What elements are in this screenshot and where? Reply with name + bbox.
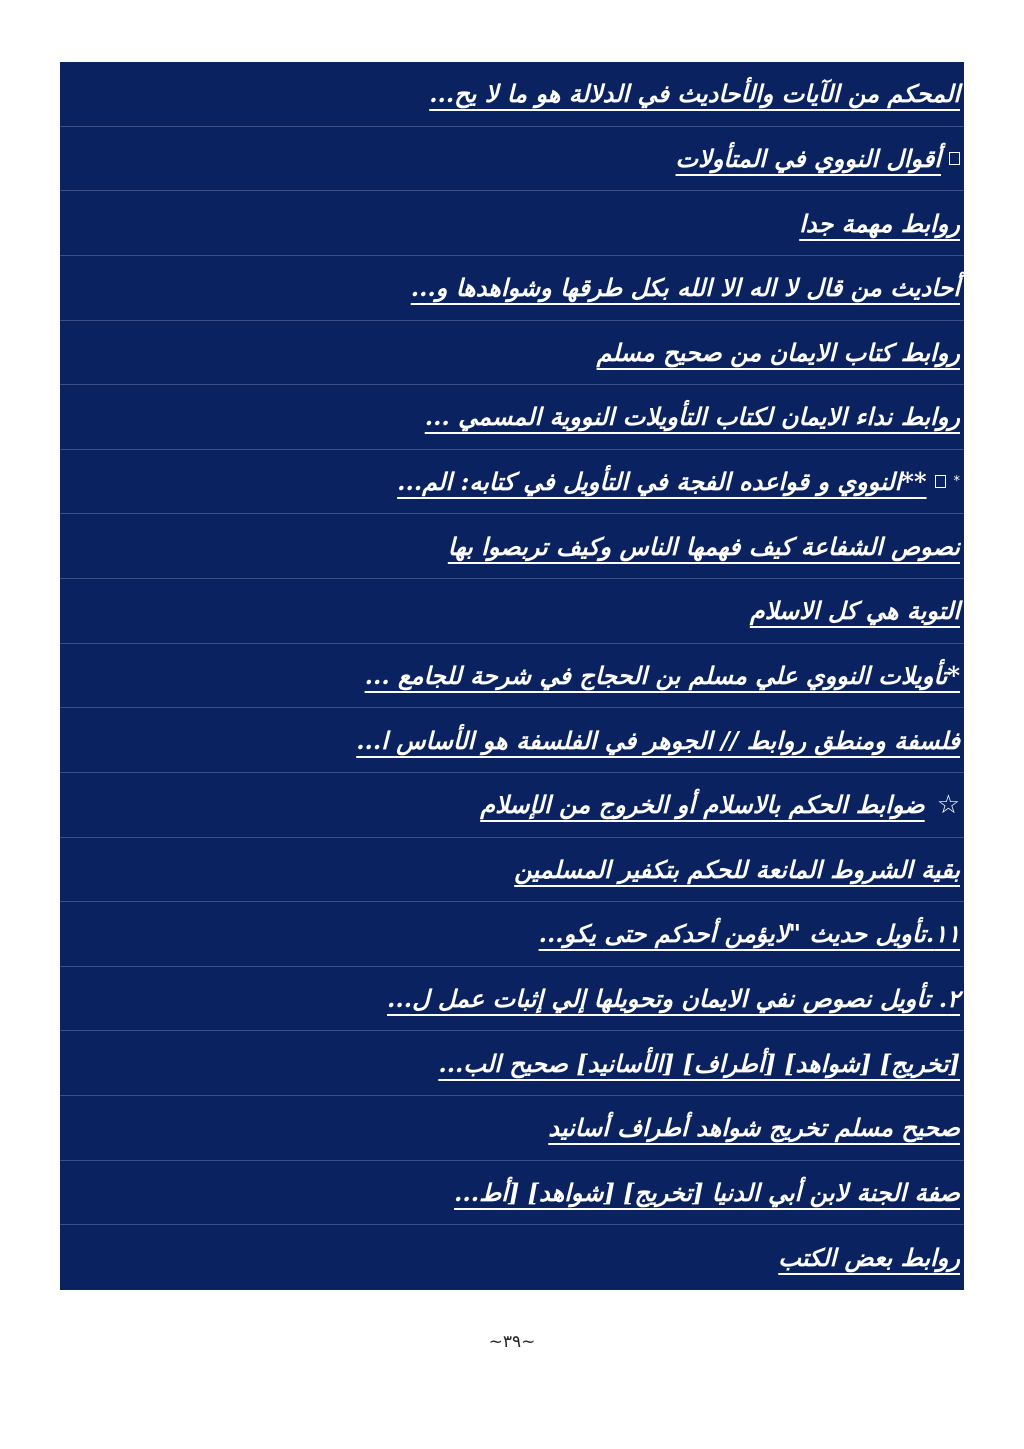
links-panel [60, 62, 964, 1290]
link-item[interactable]: روابط كتاب الايمان من صحيح مسلم [596, 337, 960, 367]
list-item [60, 385, 964, 450]
link-item[interactable]: فلسفة ومنطق روابط // الجوهر في الفلسفة هو الأساس ا... [356, 725, 960, 755]
list-item [60, 1225, 964, 1290]
list-item [60, 1096, 964, 1161]
link-item[interactable]: روابط بعض الكتب [778, 1243, 960, 1273]
page-number: ~٣٩~ [488, 1332, 536, 1352]
link-item[interactable]: ١١.تأويل حديث "لايؤمن أحدكم حتى يكو... [538, 919, 960, 949]
list-item [60, 644, 964, 709]
link-item[interactable]: بقية الشروط المانعة للحكم بتكفير المسلمين [514, 854, 960, 884]
list-item [60, 62, 964, 127]
asterisk-marker: * [953, 474, 960, 490]
link-item[interactable]: التوبة هي كل الاسلام [749, 596, 960, 626]
link-item[interactable]: *تأويلات النووي علي مسلم بن الحجاج في شرحة للجامع ... [364, 660, 960, 690]
list-item [60, 579, 964, 644]
link-item[interactable]: روابط مهمة جدا [799, 208, 960, 238]
square-bullet-icon [949, 152, 960, 165]
list-item [60, 708, 964, 773]
list-item [60, 514, 964, 579]
list-item [60, 902, 964, 967]
link-item[interactable]: [تخريج] [شواهد] [أطراف] [الأسانيد] صحيح الب... [438, 1048, 960, 1078]
list-item [60, 1161, 964, 1226]
list-item [60, 321, 964, 386]
link-item[interactable]: **النووي و قواعده الفجة في التأويل في كتابه: الم... [397, 467, 927, 497]
list-item [60, 1031, 964, 1096]
list-item [60, 450, 964, 515]
list-item [60, 773, 964, 838]
link-item[interactable]: ٢. تأويل نصوص نفي الايمان وتحويلها إلي إثبات عمل ل... [387, 984, 960, 1014]
list-item [60, 838, 964, 903]
link-item[interactable]: ضوابط الحكم بالاسلام أو الخروج من الإسلام [480, 790, 925, 820]
link-item[interactable]: أحاديث من قال لا اله الا الله بكل طرقها وشواهدها و... [410, 273, 960, 303]
list-item [60, 256, 964, 321]
list-item [60, 191, 964, 256]
link-item[interactable]: أقوال النووي في المتأولات [675, 143, 941, 173]
link-item[interactable]: المحكم من الآيات والأحاديث في الدلالة هو ما لا يح... [429, 79, 960, 109]
list-item [60, 967, 964, 1032]
link-item[interactable]: صفة الجنة لابن أبي الدنيا [تخريج] [شواهد] [أط... [454, 1177, 960, 1207]
link-item[interactable]: صحيح مسلم تخريج شواهد أطراف أسانيد [548, 1113, 960, 1143]
square-bullet-icon [935, 475, 946, 488]
star-icon: ☆ [936, 789, 960, 820]
list-item [60, 127, 964, 192]
link-item[interactable]: روابط نداء الايمان لكتاب التأويلات النووية المسمي ... [424, 402, 960, 432]
link-item[interactable]: نصوص الشفاعة كيف فهمها الناس وكيف تربصوا بها [447, 531, 960, 561]
